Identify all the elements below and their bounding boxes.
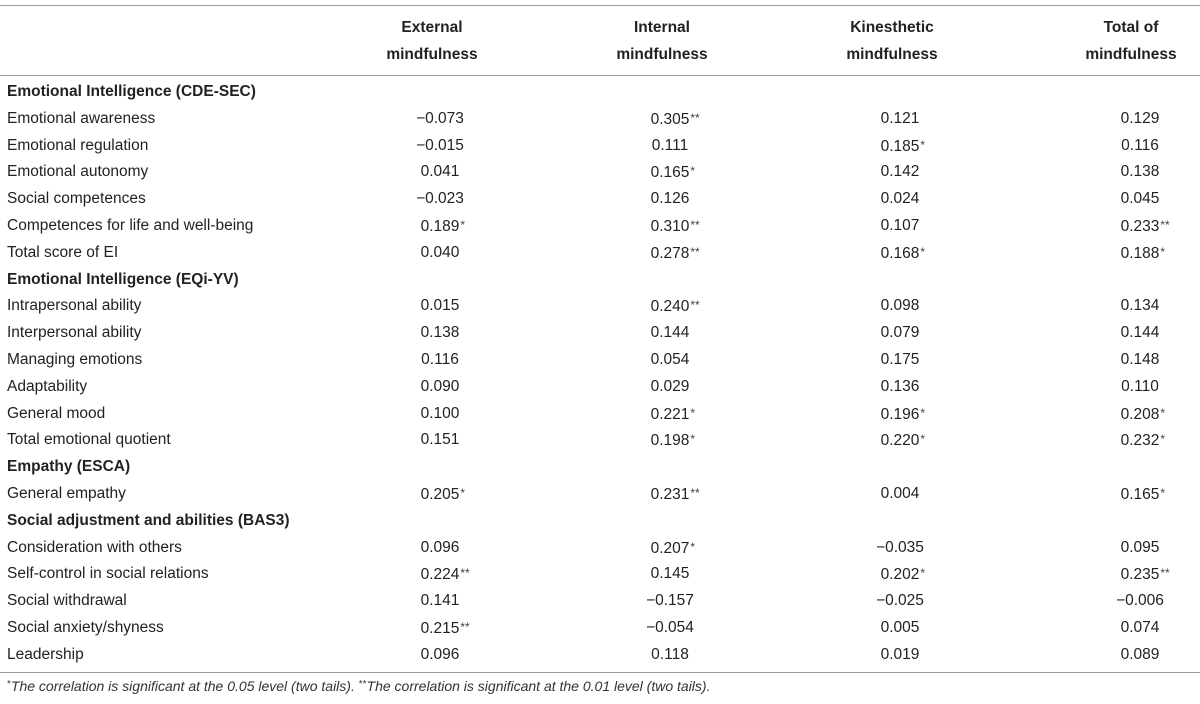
- correlation-value: 0.138: [1120, 163, 1160, 181]
- correlation-value: 0.079: [880, 324, 920, 342]
- correlation-value: 0.165: [1120, 485, 1160, 503]
- value-cell: [1121, 105, 1160, 132]
- correlation-value: 0.232: [1120, 432, 1160, 450]
- correlation-value: −0.025: [876, 592, 924, 610]
- row-label: Total score of EI: [7, 243, 119, 261]
- significance-mark: **: [690, 485, 700, 500]
- significance-mark: **: [690, 244, 700, 259]
- value-cell: [421, 534, 460, 561]
- correlation-value: 0.096: [420, 538, 460, 556]
- significance-mark: *: [920, 432, 926, 447]
- value-cell: [651, 346, 690, 373]
- row-label: Total emotional quotient: [7, 431, 171, 449]
- value-cell: [416, 105, 464, 132]
- correlation-value: 0.231: [650, 485, 690, 503]
- value-cell: [881, 400, 925, 428]
- row-label: Leadership: [7, 645, 84, 663]
- value-cell: [881, 239, 925, 267]
- correlation-value: 0.136: [880, 377, 920, 395]
- correlation-value: 0.144: [1120, 324, 1160, 342]
- value-cell: [651, 400, 695, 428]
- value-cell: [1121, 239, 1165, 267]
- table-row: [0, 158, 1200, 185]
- table-row: [0, 212, 1200, 239]
- correlation-value: 0.215: [420, 619, 460, 637]
- correlation-value: 0.107: [880, 216, 920, 234]
- correlation-value: 0.029: [650, 377, 690, 395]
- table-row: [0, 400, 1200, 427]
- value-cell: [421, 480, 465, 508]
- column-header-line-1: External: [401, 19, 463, 36]
- table-row: [0, 641, 1200, 668]
- significance-mark: *: [1160, 432, 1166, 447]
- correlation-value: 0.090: [420, 377, 460, 395]
- column-header-4: [1051, 14, 1200, 68]
- table-row: [0, 132, 1200, 159]
- significance-mark: **: [690, 298, 700, 313]
- row-label: Consideration with others: [7, 538, 182, 556]
- significance-mark: *: [460, 217, 466, 232]
- value-cell: [1121, 132, 1159, 159]
- row-label: Intrapersonal ability: [7, 297, 142, 315]
- value-cell: [1121, 614, 1160, 641]
- significance-mark: *: [1160, 485, 1166, 500]
- correlation-value: 0.185: [880, 137, 920, 155]
- value-cell: [1121, 292, 1160, 319]
- row-label: Managing emotions: [7, 350, 143, 368]
- significance-mark: *: [1160, 405, 1166, 420]
- correlation-value: 0.240: [650, 298, 690, 316]
- row-label: Interpersonal ability: [7, 324, 142, 342]
- value-cell: [1121, 534, 1160, 561]
- significance-mark: *: [1160, 244, 1166, 259]
- section-heading: Social adjustment and abilities (BAS3): [7, 511, 290, 529]
- correlation-value: 0.235: [1120, 566, 1160, 584]
- significance-mark: **: [690, 110, 700, 125]
- value-cell: [881, 319, 920, 346]
- significance-mark: *: [690, 164, 696, 179]
- significance-mark: *: [690, 539, 696, 554]
- table-header-rule: [0, 75, 1200, 76]
- correlation-value: 0.165: [650, 164, 690, 182]
- correlation-value: 0.110: [1121, 377, 1159, 395]
- value-cell: [1121, 426, 1165, 454]
- correlation-value: 0.121: [880, 109, 920, 127]
- value-cell: [421, 560, 470, 588]
- correlation-value: 0.144: [650, 324, 690, 342]
- value-cell: [881, 132, 925, 160]
- correlation-value: 0.024: [880, 190, 920, 208]
- value-cell: [881, 185, 920, 212]
- value-cell: [881, 292, 920, 319]
- value-cell: [651, 292, 700, 320]
- value-cell: [421, 319, 460, 346]
- table-body: [0, 78, 1200, 668]
- section-heading: Emotional Intelligence (CDE-SEC): [7, 83, 256, 100]
- value-cell: [881, 641, 920, 668]
- column-header-3: [812, 14, 972, 68]
- correlation-value: 0.045: [1120, 190, 1160, 208]
- column-header-line-1: Total of: [1103, 19, 1159, 36]
- value-cell: [1121, 400, 1165, 428]
- value-cell: [421, 346, 459, 373]
- table-row: [0, 480, 1200, 507]
- correlation-value: 0.205: [420, 485, 460, 503]
- value-cell: [881, 560, 925, 588]
- correlation-value: 0.015: [420, 297, 460, 315]
- correlation-value: −0.073: [416, 109, 464, 127]
- value-cell: [651, 641, 689, 668]
- column-header-line-2: mindfulness: [1085, 46, 1177, 63]
- value-cell: [881, 614, 920, 641]
- correlation-value: 0.126: [650, 190, 690, 208]
- value-cell: [1116, 587, 1164, 614]
- value-cell: [421, 587, 460, 614]
- correlation-value: 0.118: [651, 645, 689, 663]
- value-cell: [1121, 319, 1160, 346]
- value-cell: [651, 185, 690, 212]
- value-cell: [876, 534, 924, 561]
- table-footnote: [7, 678, 710, 694]
- correlation-value: 0.207: [650, 539, 690, 557]
- correlation-value: 0.220: [880, 432, 920, 450]
- value-cell: [646, 587, 694, 614]
- column-header-line-2: mindfulness: [386, 46, 478, 63]
- value-cell: [1121, 480, 1165, 508]
- value-cell: [646, 614, 694, 641]
- significance-mark: **: [1160, 217, 1170, 232]
- value-cell: [651, 534, 695, 562]
- correlation-value: 0.141: [420, 592, 460, 610]
- correlation-value: 0.142: [880, 163, 920, 181]
- correlation-value: 0.129: [1120, 109, 1160, 127]
- correlation-value: 0.208: [1120, 405, 1160, 423]
- section-heading-row: [0, 453, 1200, 480]
- footnote-mark-1: *: [7, 679, 11, 690]
- significance-mark: *: [690, 432, 696, 447]
- correlation-value: −0.054: [646, 618, 694, 636]
- correlation-value: 0.095: [1120, 538, 1160, 556]
- section-heading: Emotional Intelligence (EQi-YV): [7, 270, 239, 288]
- value-cell: [1121, 185, 1160, 212]
- value-cell: [651, 480, 700, 508]
- row-label: Social withdrawal: [7, 592, 127, 610]
- correlation-value: 0.198: [650, 432, 690, 450]
- correlation-value: 0.111: [651, 136, 689, 154]
- correlation-value: 0.188: [1120, 244, 1160, 262]
- correlation-value: 0.168: [880, 244, 920, 262]
- table-row: [0, 185, 1200, 212]
- significance-mark: *: [460, 485, 466, 500]
- footnote-mark-2: **: [358, 679, 367, 690]
- value-cell: [421, 400, 460, 427]
- value-cell: [881, 480, 920, 507]
- value-cell: [881, 105, 920, 132]
- significance-mark: *: [920, 405, 926, 420]
- correlation-value: −0.015: [416, 136, 464, 154]
- value-cell: [651, 560, 690, 587]
- table-row: [0, 534, 1200, 561]
- row-label: Emotional awareness: [7, 109, 156, 127]
- footnote-text-1: The correlation is significant at the 0.05 level (two tails).: [10, 678, 355, 694]
- correlation-value: 0.310: [650, 217, 690, 235]
- table-row: [0, 560, 1200, 587]
- row-label: Social competences: [7, 190, 146, 208]
- section-heading: Empathy (ESCA): [7, 458, 131, 476]
- correlation-value: 0.278: [650, 244, 690, 262]
- correlation-value: −0.157: [646, 592, 694, 610]
- column-header-line-1: Internal: [634, 19, 690, 36]
- value-cell: [881, 426, 925, 454]
- value-cell: [421, 212, 465, 240]
- significance-mark: **: [690, 217, 700, 232]
- significance-mark: *: [690, 405, 696, 420]
- correlation-value: 0.148: [1120, 350, 1160, 368]
- table-row: [0, 319, 1200, 346]
- value-cell: [651, 373, 690, 400]
- value-cell: [1121, 560, 1170, 588]
- table-row: [0, 373, 1200, 400]
- correlation-value: 0.189: [420, 217, 460, 235]
- correlation-value: 0.019: [880, 645, 920, 663]
- correlation-value: 0.134: [1120, 297, 1160, 315]
- value-cell: [421, 614, 470, 642]
- table-row: [0, 292, 1200, 319]
- row-label: General mood: [7, 404, 106, 422]
- value-cell: [1121, 346, 1160, 373]
- column-header-line-2: mindfulness: [616, 46, 708, 63]
- value-cell: [651, 158, 695, 186]
- value-cell: [1121, 212, 1170, 240]
- footnote-text-2: The correlation is significant at the 0.01 level (two tails).: [366, 678, 711, 694]
- value-cell: [651, 426, 695, 454]
- correlation-value: 0.041: [420, 163, 460, 181]
- section-heading-row: [0, 507, 1200, 534]
- value-cell: [416, 132, 464, 159]
- correlation-value: 0.138: [420, 324, 460, 342]
- correlation-value: 0.096: [420, 645, 460, 663]
- correlation-value: −0.023: [416, 190, 464, 208]
- value-cell: [651, 105, 700, 133]
- value-cell: [881, 346, 920, 373]
- correlation-value: 0.074: [1120, 618, 1160, 636]
- table-row: [0, 346, 1200, 373]
- row-label: Emotional autonomy: [7, 163, 149, 181]
- correlation-value: −0.006: [1116, 592, 1164, 610]
- correlation-value: 0.100: [420, 404, 460, 422]
- correlation-value: 0.224: [420, 566, 460, 584]
- value-cell: [421, 641, 460, 668]
- value-cell: [881, 373, 920, 400]
- correlation-value: 0.202: [880, 566, 920, 584]
- correlation-value: 0.196: [880, 405, 920, 423]
- table-row: [0, 239, 1200, 266]
- row-label: General empathy: [7, 484, 126, 502]
- section-heading-row: [0, 266, 1200, 293]
- table-top-rule: [0, 5, 1200, 6]
- table-row: [0, 105, 1200, 132]
- correlation-value: 0.175: [880, 350, 920, 368]
- row-label: Social anxiety/shyness: [7, 618, 164, 636]
- significance-mark: *: [920, 137, 926, 152]
- value-cell: [421, 158, 460, 185]
- correlation-value: 0.151: [420, 431, 460, 449]
- column-header-line-2: mindfulness: [846, 46, 938, 63]
- row-label: Adaptability: [7, 377, 88, 395]
- row-label: Emotional regulation: [7, 136, 149, 154]
- row-label: Competences for life and well-being: [7, 216, 254, 234]
- correlation-value: 0.116: [1121, 136, 1159, 154]
- correlation-value: 0.004: [880, 484, 920, 502]
- column-header-2: [582, 14, 742, 68]
- value-cell: [652, 132, 689, 159]
- significance-mark: *: [920, 244, 926, 259]
- correlation-value: 0.145: [650, 565, 690, 583]
- value-cell: [881, 212, 920, 239]
- table-bottom-rule: [0, 672, 1200, 673]
- value-cell: [881, 158, 920, 185]
- value-cell: [421, 426, 460, 453]
- column-header-line-1: Kinesthetic: [850, 19, 934, 36]
- significance-mark: **: [460, 619, 470, 634]
- correlation-value: 0.054: [650, 350, 690, 368]
- correlation-value: 0.040: [420, 243, 460, 261]
- correlation-value: 0.233: [1120, 217, 1160, 235]
- correlation-value: 0.221: [650, 405, 690, 423]
- correlation-value: 0.305: [650, 110, 690, 128]
- value-cell: [421, 373, 460, 400]
- value-cell: [1121, 641, 1160, 668]
- table-row: [0, 614, 1200, 641]
- table-header: [0, 14, 1200, 70]
- row-label: Self-control in social relations: [7, 565, 209, 583]
- table-row: [0, 426, 1200, 453]
- value-cell: [421, 292, 460, 319]
- table-row: [0, 587, 1200, 614]
- value-cell: [1121, 158, 1160, 185]
- section-heading-row: [0, 78, 1200, 105]
- correlation-value: 0.005: [880, 618, 920, 636]
- correlation-value: −0.035: [876, 538, 924, 556]
- column-header-1: [352, 14, 512, 68]
- value-cell: [416, 185, 464, 212]
- value-cell: [1121, 373, 1159, 400]
- significance-mark: *: [920, 566, 926, 581]
- value-cell: [651, 319, 690, 346]
- value-cell: [651, 239, 700, 267]
- significance-mark: **: [460, 566, 470, 581]
- value-cell: [651, 212, 700, 240]
- value-cell: [876, 587, 924, 614]
- correlation-value: 0.098: [880, 297, 920, 315]
- significance-mark: **: [1160, 566, 1170, 581]
- correlation-value: 0.089: [1120, 645, 1160, 663]
- value-cell: [421, 239, 460, 266]
- correlation-value: 0.116: [421, 350, 459, 368]
